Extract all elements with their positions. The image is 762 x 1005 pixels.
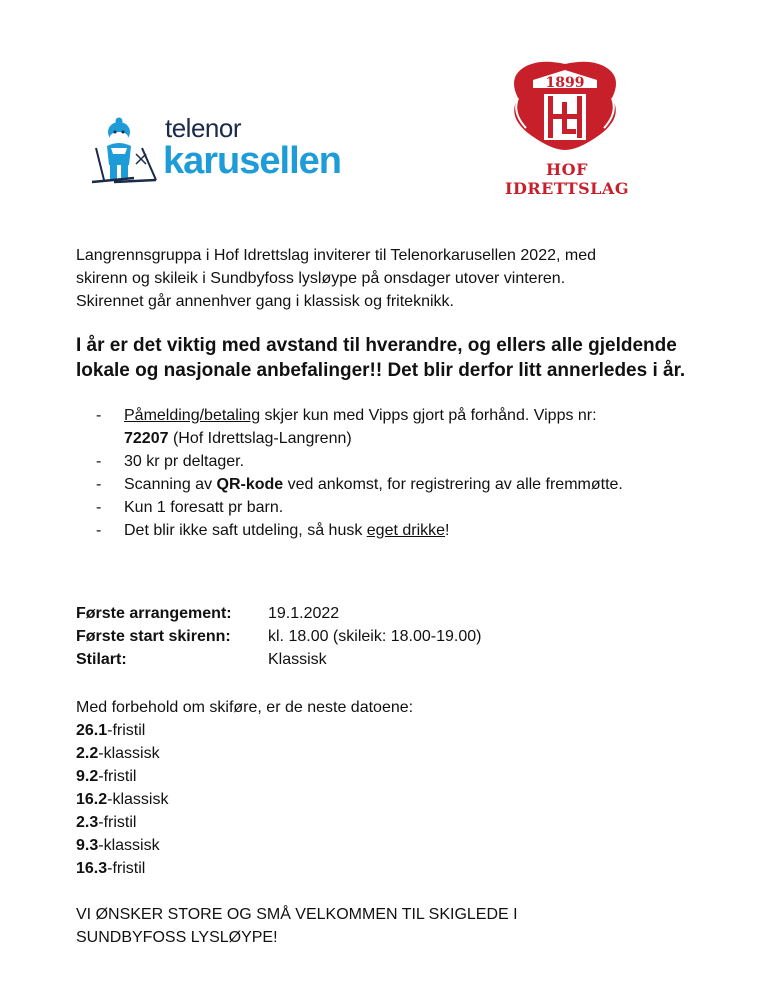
list-item [96,473,696,496]
important-notice: I år er det viktig med avstand til hverandre, og ellers alle gjeldende lokale og nasjonale anbefalinger!! Det blir derfor litt annerledes i år. [76,335,686,381]
date-style: -klassisk [98,745,160,762]
intro-line: Skirennet går annenhver gang i klassisk og friteknikk. [76,293,454,310]
hof-crest-icon [478,58,653,158]
closing-line: SUNDBYFOSS LYSLØYPE! [76,929,278,946]
dates-intro: Med forbehold om skiføre, er de neste datoene: [76,699,414,716]
intro-paragraph [76,244,686,313]
date-style: -klassisk [107,791,169,808]
closing-message [76,903,596,949]
rule-text: Scanning av [124,476,217,493]
list-item [96,450,696,473]
closing-line: VI ØNSKER STORE OG SMÅ VELKOMMEN TIL SKIGLEDE I [76,906,518,923]
rule-text: Kun 1 foresatt pr barn. [124,499,284,516]
info-label: Første arrangement: [76,605,232,622]
list-dash: - [96,407,102,424]
date: 2.3 [76,814,99,831]
list-dash: - [96,476,102,493]
payment-link[interactable]: Påmelding/betaling [124,407,261,424]
info-value: Klassisk [268,651,327,668]
rule-text: (Hof Idrettslag-Langrenn) [168,430,352,447]
hof-wordmark: HOF IDRETTSLAG [505,160,629,198]
date-item [76,857,168,880]
skier-mascot-icon [74,110,169,190]
date-item [76,765,168,788]
date: 9.3 [76,837,99,854]
own-drink-link[interactable]: eget drikke [366,522,446,539]
info-value: 19.1.2022 [268,605,340,622]
date-style: -fristil [107,860,146,877]
list-item [96,404,696,450]
rules-list [96,404,696,542]
rule-text: skjer kun med Vipps gjort på forhånd. Vipps nr: [260,407,597,424]
date-style: -fristil [107,722,146,739]
date: 26.1 [76,722,108,739]
telenor-wordmark: telenor [165,113,241,143]
date-item [76,742,168,765]
qr-code-text: QR-kode [216,476,284,493]
date-item [76,811,168,834]
date: 16.2 [76,791,108,808]
list-dash: - [96,522,102,539]
date: 2.2 [76,745,99,762]
info-label: Første start skirenn: [76,628,231,645]
list-dash: - [96,453,102,470]
hof-year: 1899 [545,75,585,91]
list-item [96,519,696,542]
rule-text: 30 kr pr deltager. [124,453,245,470]
date-item [76,788,168,811]
list-item [96,496,696,519]
date-item [76,719,168,742]
date: 9.2 [76,768,99,785]
info-label: Stilart: [76,651,127,668]
intro-line: skirenn og skileik i Sundbyfoss lysløype på onsdager utover vinteren. [76,270,566,287]
rule-text: ved ankomst, for registrering av alle fremmøtte. [283,476,623,493]
rule-text: Det blir ikke saft utdeling, så husk [124,522,367,539]
karusellen-wordmark: karusellen [163,140,341,182]
dates-list [76,719,168,880]
rule-text: ! [445,522,450,539]
list-dash: - [96,499,102,516]
vipps-number: 72207 [124,430,169,447]
date-style: -fristil [98,768,137,785]
date: 16.3 [76,860,108,877]
date-item [76,834,168,857]
intro-line: Langrennsgruppa i Hof Idrettslag inviterer til Telenorkarusellen 2022, med [76,247,597,264]
date-style: -fristil [98,814,137,831]
info-value: kl. 18.00 (skileik: 18.00-19.00) [268,628,482,645]
date-style: -klassisk [98,837,160,854]
